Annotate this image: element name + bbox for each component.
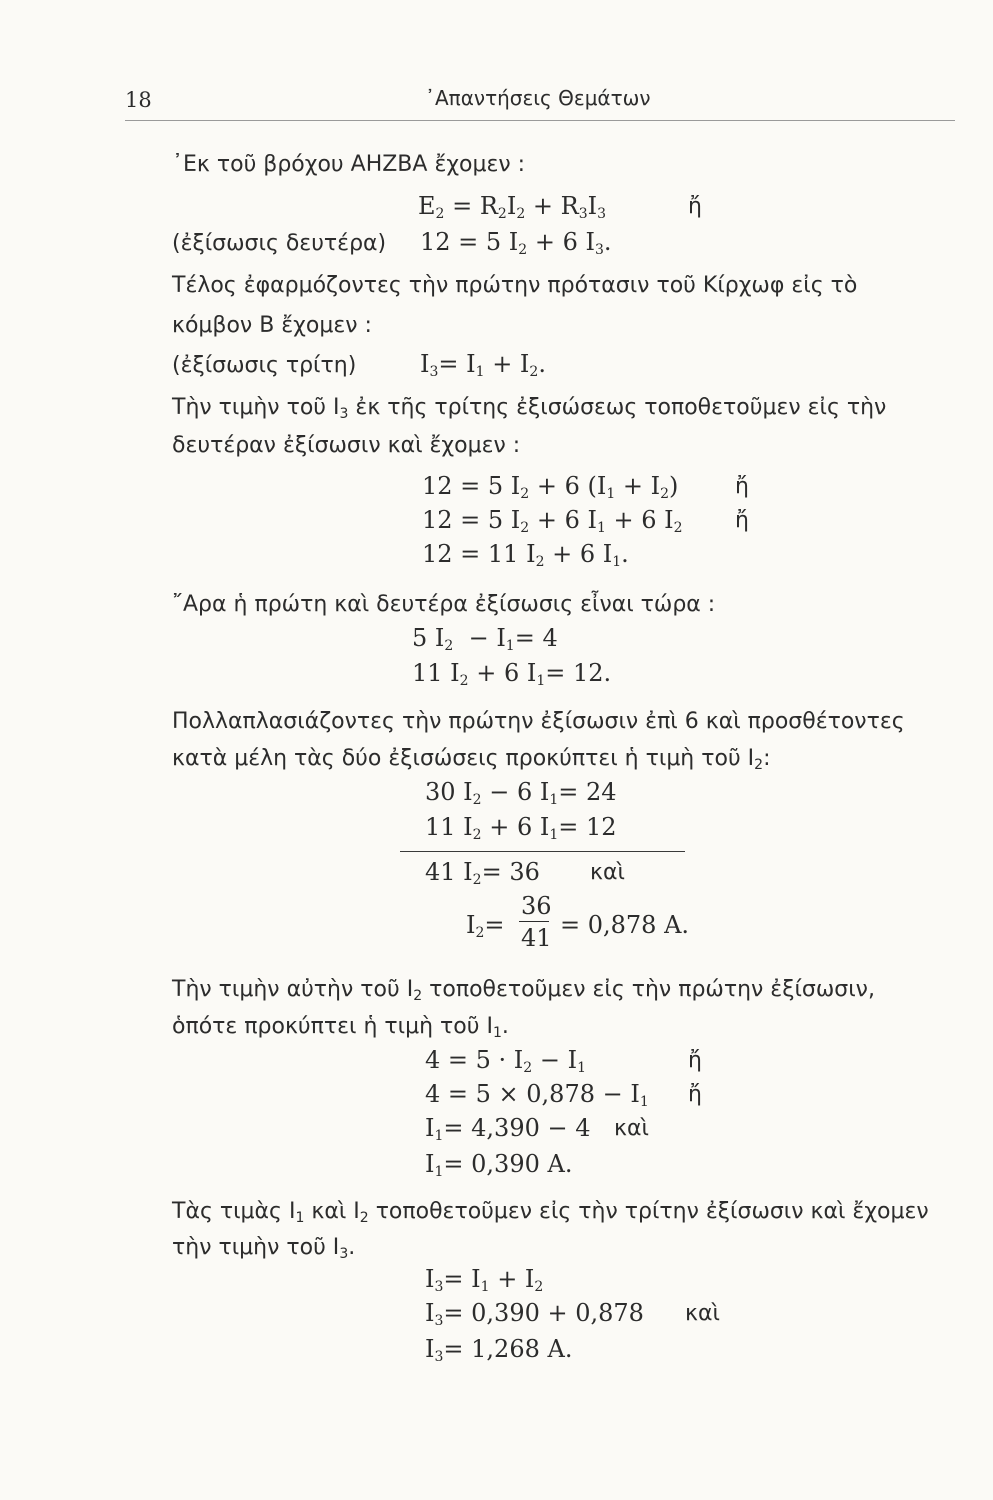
paragraph-third-eq-line1: Τὰς τιμὰς $I_1$ καὶ $I_2$ τοποθετοῦμεν εἰς τὴν τρίτην ἐξίσωσιν καὶ ἔχομεν [172,1199,929,1226]
page-number: 18 [125,88,152,112]
paragraph-loop-intro: ᾿Εκ τοῦ βρόχου ΑΗΖΒΑ ἔχομεν : [172,152,526,177]
equation-label-second: (ἐξίσωσις δευτέρα) [172,231,387,256]
addition-row-2: 11 $I_2 + 6$ $I_1= 12$ [425,813,617,843]
paragraph-substitute-line1: Τὴν τιμὴν τοῦ $I_3$ ἐκ τῆς τρίτης ἐξισώσεως τοποθετοῦμεν εἰς τὴν [172,395,887,422]
paragraph-multiply-line1: Πολλαπλασιάζοντες τὴν πρώτην ἐξίσωσιν ἐπὶ 6 καὶ προσθέτοντες [172,709,905,734]
and-word: καὶ [590,860,625,885]
fraction-bar [519,921,549,922]
result-step-4: $I_1= 0,390$ A. [425,1150,573,1180]
sum-rule [400,851,685,852]
sum-row: 41 $I_2= 36$ [425,858,540,888]
or-word: ἤ [688,1082,702,1107]
addition-row-1: 30 $I_2 - 6$ $I_1= 24$ [425,778,617,808]
or-word: ἤ [688,1048,702,1073]
step-3: 12 = 11 $I_2 + 6$ $I_1$. [422,540,629,570]
final-step-2: $I_3= 0,390 + 0,878$ [425,1299,644,1329]
result-step-2: $4 = 5 \times 0,878 - I_1$ [425,1080,649,1110]
equation-e2: $E_2 = R_2I_2 + R_3I_3$ [418,192,607,222]
equation-second: 12 = 5 $I_2 + 6$ $I_3$. [420,228,612,258]
equation-third: $I_3= I_1 + I_2$. [420,350,546,380]
final-step-3: $I_3= 1,268$ A. [425,1335,573,1365]
paragraph-multiply-line2: κατὰ μέλη τὰς δύο ἐξισώσεις προκύπτει ἡ τιμὴ τοῦ $I_2$: [172,746,771,773]
paragraph-substitute-line2: δευτέραν ἐξίσωσιν καὶ ἔχομεν : [172,433,521,458]
equation-label-third: (ἐξίσωσις τρίτη) [172,353,357,378]
step-2: 12 = 5 $I_2 + 6$ $I_1 + 6$ $I_2$ [422,506,683,536]
page-header [125,86,955,121]
paragraph-back-substitute-line1: Τὴν τιμὴν αὐτὴν τοῦ $I_2$ τοποθετοῦμεν εἰς τὴν πρώτην ἐξίσωσιν, [172,977,875,1004]
paragraph-kirchhoff-line1: Τέλος ἐφαρμόζοντες τὴν πρώτην πρότασιν τοῦ Κίρχωφ εἰς τὸ [172,273,858,298]
paragraph-system-intro: ῎Αρα ἡ πρώτη καὶ δευτέρα ἐξίσωσις εἶναι τώρα : [172,592,716,617]
result-step-3: $I_1= 4,390 - 4$ [425,1114,591,1144]
and-word: καὶ [685,1301,720,1326]
fraction-numerator: 36 [521,892,552,920]
or-word: ἤ [688,194,702,219]
fraction-result: = 0,878 A. [560,911,690,939]
or-word: ἤ [735,508,749,533]
final-step-1: $I_3= I_1 + I_2$ [425,1265,544,1295]
paragraph-kirchhoff-line2: κόμβον Β ἔχομεν : [172,313,372,338]
paragraph-third-eq-line2: τὴν τιμὴν τοῦ $I_3$. [172,1235,356,1262]
or-word: ἤ [735,474,749,499]
result-step-1: $4 = 5 \cdot I_2 - I_1$ [425,1046,586,1076]
step-1: 12 = 5 $I_2 + 6$ $(I_1 + I_2)$ [422,472,679,502]
paragraph-back-substitute-line2: ὁπότε προκύπτει ἡ τιμὴ τοῦ $I_1$. [172,1014,509,1041]
and-word: καὶ [614,1116,649,1141]
system-eq-2: 11 $I_2 + 6$ $I_1= 12$. [412,659,612,689]
fraction-denominator: 41 [521,924,552,952]
system-eq-1: 5 $I_2 - I_1= 4$ [412,624,558,654]
fraction-lhs: $I_2=$ [466,911,505,941]
running-title: ᾿Απαντήσεις Θεμάτων [425,86,651,110]
